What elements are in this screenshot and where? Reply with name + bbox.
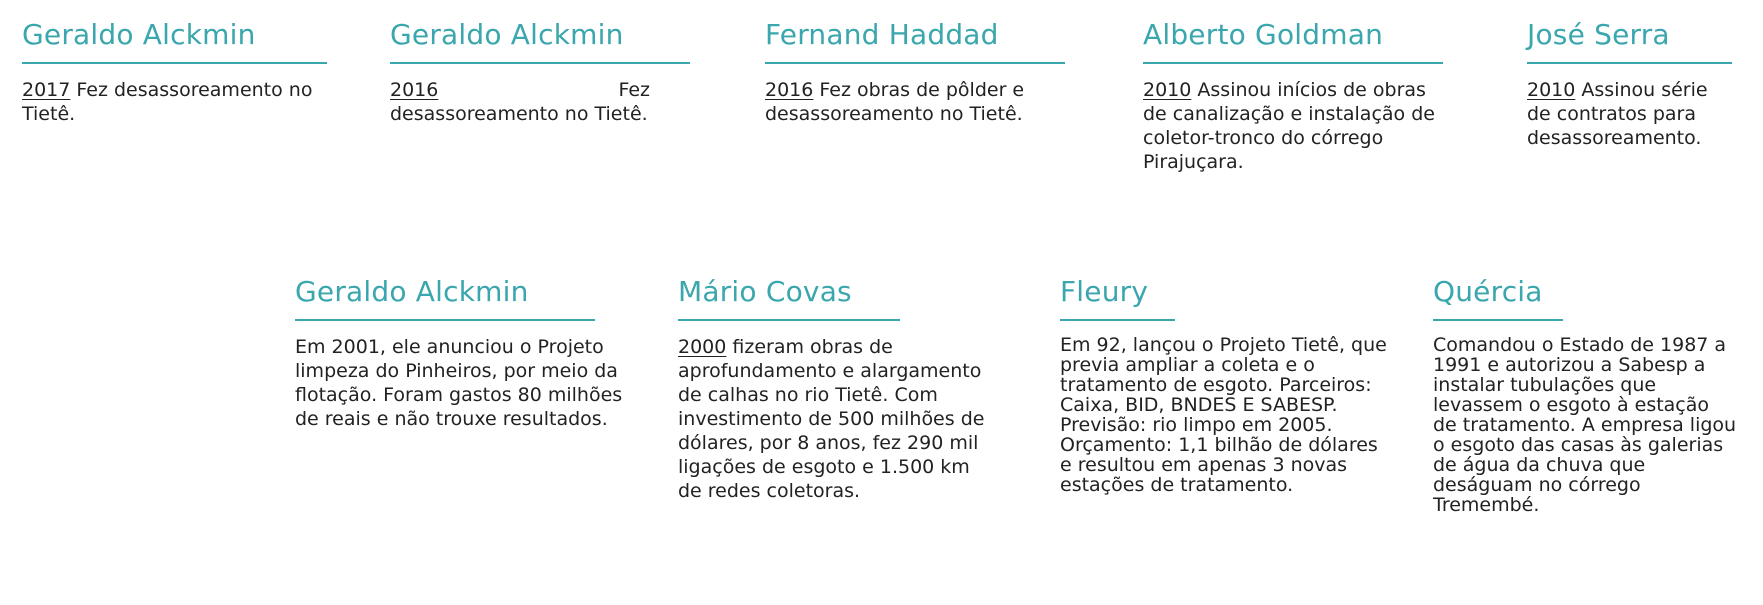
title-divider [390, 62, 690, 64]
year-label: 2010 [1143, 79, 1192, 101]
card-description [1433, 335, 1738, 515]
timeline-card-alckmin-2016 [390, 18, 690, 126]
politician-name: Quércia [1433, 275, 1543, 308]
description-text: Fez desassoreamento no Tietê. [22, 79, 313, 125]
politician-name: Mário Covas [678, 275, 852, 308]
year-label: 2016 [390, 79, 439, 101]
politician-name: José Serra [1527, 18, 1670, 51]
card-description [678, 335, 988, 503]
politician-name: Geraldo Alckmin [390, 18, 624, 51]
timeline-card-haddad-2016 [765, 18, 1075, 126]
description-text: Em 2001, ele anunciou o Projeto limpeza do Pinheiros, por meio da flotação. Foram gastos 80 milhões de reais e não trouxe resultados. [295, 336, 623, 430]
title-divider [295, 319, 595, 321]
timeline-card-alckmin-2001 [295, 275, 623, 431]
card-description [765, 78, 1075, 126]
card-description [390, 78, 650, 126]
card-description [1143, 78, 1453, 174]
politician-name: Fernand Haddad [765, 18, 999, 51]
title-divider [1527, 62, 1732, 64]
title-divider [1433, 319, 1563, 321]
card-description [1527, 78, 1737, 150]
title-divider [678, 319, 900, 321]
card-description [1060, 335, 1390, 495]
year-label: 2000 [678, 336, 727, 358]
description-text: Fez obras de pôlder e desassoreamento no Tietê. [765, 79, 1025, 125]
politician-name: Fleury [1060, 275, 1149, 308]
timeline-card-covas-2000 [678, 275, 988, 503]
year-label: 2016 [765, 79, 814, 101]
politician-name: Alberto Goldman [1143, 18, 1384, 51]
timeline-card-serra-2010 [1527, 18, 1737, 150]
description-text: Comandou o Estado de 1987 a 1991 e autorizou a Sabesp a instalar tubulações que levassem o esgoto à estação de tratamento. A empresa ligou o esgoto das casas às galerias de água da chuva que deságuam no córrego Tremembé. [1433, 334, 1737, 516]
timeline-card-goldman-2010 [1143, 18, 1453, 174]
politician-name: Geraldo Alckmin [295, 275, 529, 308]
card-description [295, 335, 625, 431]
title-divider [1060, 319, 1175, 321]
title-divider [1143, 62, 1443, 64]
description-text: fizeram obras de aprofundamento e alargamento de calhas no rio Tietê. Com investimento de 500 milhões de dólares, por 8 anos, fez 290 mil ligações de esgoto e 1.500 km de redes coletoras. [678, 336, 985, 502]
description-text: Assinou inícios de obras de canalização e instalação de coletor-tronco do córrego Pirajuçara. [1143, 79, 1435, 173]
year-label: 2017 [22, 79, 71, 101]
timeline-card-fleury-1992 [1060, 275, 1390, 495]
year-label: 2010 [1527, 79, 1576, 101]
description-text: Em 92, lançou o Projeto Tietê, que previa ampliar a coleta e o tratamento de esgoto. Parceiros: Caixa, BID, BNDES E SABESP. Previsão: rio limpo em 2005. Orçamento: 1,1 bilhão de dólares e resultou em apenas 3 novas estações de tratamento. [1060, 334, 1387, 496]
description-text: Assinou série de contratos para desassoreamento. [1527, 79, 1708, 149]
timeline-card-alckmin-2017 [22, 18, 322, 126]
timeline-card-quercia-1987 [1433, 275, 1738, 515]
card-description [22, 78, 322, 126]
title-divider [765, 62, 1065, 64]
politician-name: Geraldo Alckmin [22, 18, 256, 51]
description-text: Fez desassoreamento no Tietê. [390, 79, 650, 125]
title-divider [22, 62, 327, 64]
